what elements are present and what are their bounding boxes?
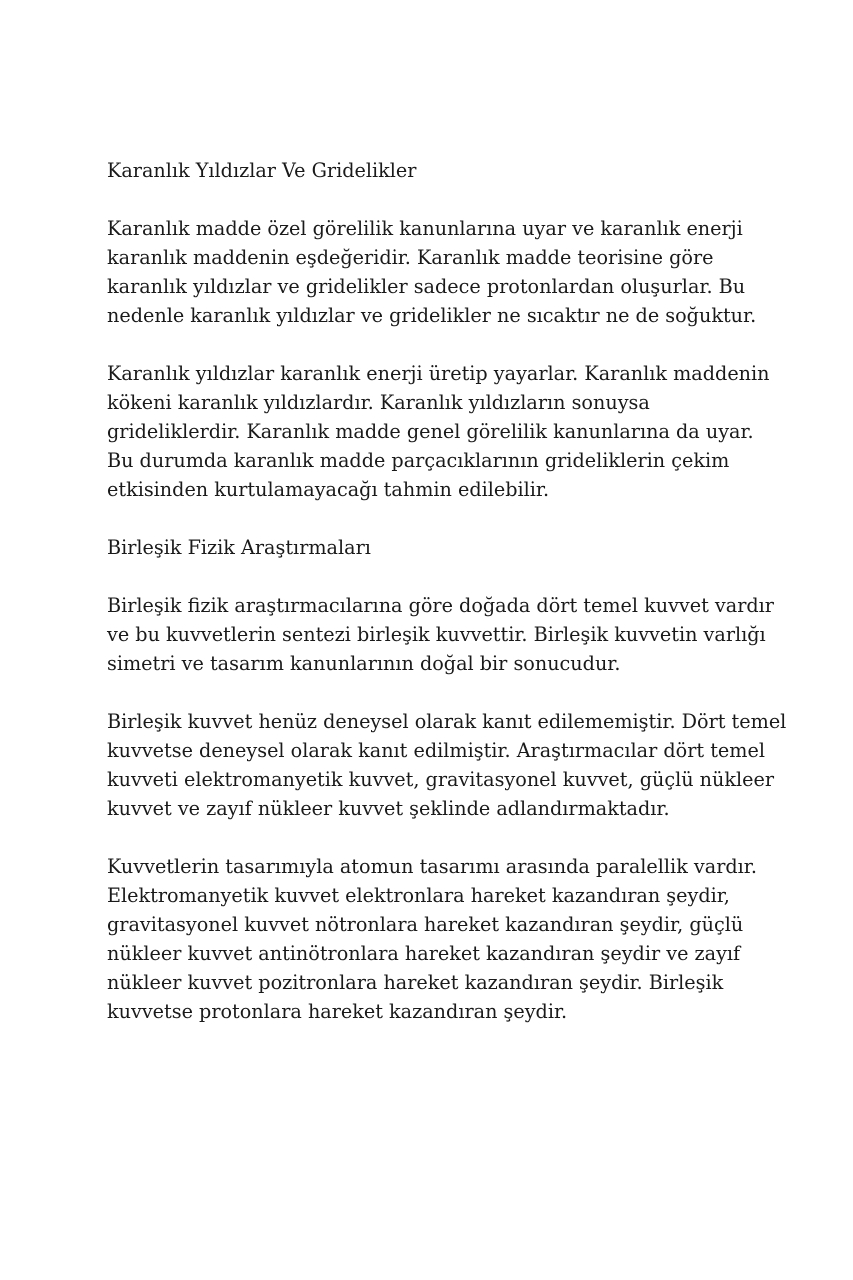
paragraph [107,359,807,504]
section-unified-physics [107,533,807,1026]
paragraph-line: Elektromanyetik kuvvet elektronlara hareket kazandıran şeydir, [107,884,730,907]
paragraph-line: nükleer kuvvet pozitronlara hareket kazandıran şeydir. Birleşik [107,971,724,994]
paragraph-line: karanlık maddenin eşdeğeridir. Karanlık madde teorisine göre [107,246,714,269]
paragraph-line: Karanlık yıldızlar karanlık enerji üretip yayarlar. Karanlık maddenin [107,362,770,385]
paragraph [107,707,807,823]
paragraph [107,852,807,1026]
paragraph-line: gravitasyonel kuvvet nötronlara hareket kazandıran şeydir, güçlü [107,913,744,936]
section-dark-stars [107,156,807,504]
paragraph-line: nedenle karanlık yıldızlar ve gridelikler ne sıcaktır ne de soğuktur. [107,304,757,327]
paragraph-line: Birleşik kuvvet henüz deneysel olarak kanıt edilememiştir. Dört temel [107,710,787,733]
paragraph-line: ve bu kuvvetlerin sentezi birleşik kuvvettir. Birleşik kuvvetin varlığı [107,623,766,646]
paragraph-line: kuvvetse protonlara hareket kazandıran şeydir. [107,1000,568,1023]
paragraph-line: Birleşik fizik araştırmacılarına göre doğada dört temel kuvvet vardır [107,594,774,617]
paragraph-line: Kuvvetlerin tasarımıyla atomun tasarımı arasında paralellik vardır. [107,855,757,878]
section-heading: Birleşik Fizik Araştırmaları [107,536,371,559]
paragraph-line: kuvvet ve zayıf nükleer kuvvet şeklinde adlandırmaktadır. [107,797,670,820]
paragraph-line: Bu durumda karanlık madde parçacıklarının grideliklerin çekim [107,449,730,472]
paragraph-line: grideliklerdir. Karanlık madde genel görelilik kanunlarına da uyar. [107,420,754,443]
paragraph-line: kuvveti elektromanyetik kuvvet, gravitasyonel kuvvet, güçlü nükleer [107,768,775,791]
section-heading: Karanlık Yıldızlar Ve Gridelikler [107,159,417,182]
paragraph-line: etkisinden kurtulamayacağı tahmin edilebilir. [107,478,550,501]
paragraph-line: nükleer kuvvet antinötronlara hareket kazandıran şeydir ve zayıf [107,942,741,965]
paragraph-line: karanlık yıldızlar ve gridelikler sadece protonlardan oluşurlar. Bu [107,275,746,298]
paragraph-line: Karanlık madde özel görelilik kanunlarına uyar ve karanlık enerji [107,217,743,240]
paragraph-line: kuvvetse deneysel olarak kanıt edilmiştir. Araştırmacılar dört temel [107,739,765,762]
paragraph [107,591,807,678]
paragraph [107,214,807,330]
document-page [107,156,807,1055]
paragraph-line: kökeni karanlık yıldızlardır. Karanlık yıldızların sonuysa [107,391,650,414]
paragraph-line: simetri ve tasarım kanunlarının doğal bir sonucudur. [107,652,621,675]
